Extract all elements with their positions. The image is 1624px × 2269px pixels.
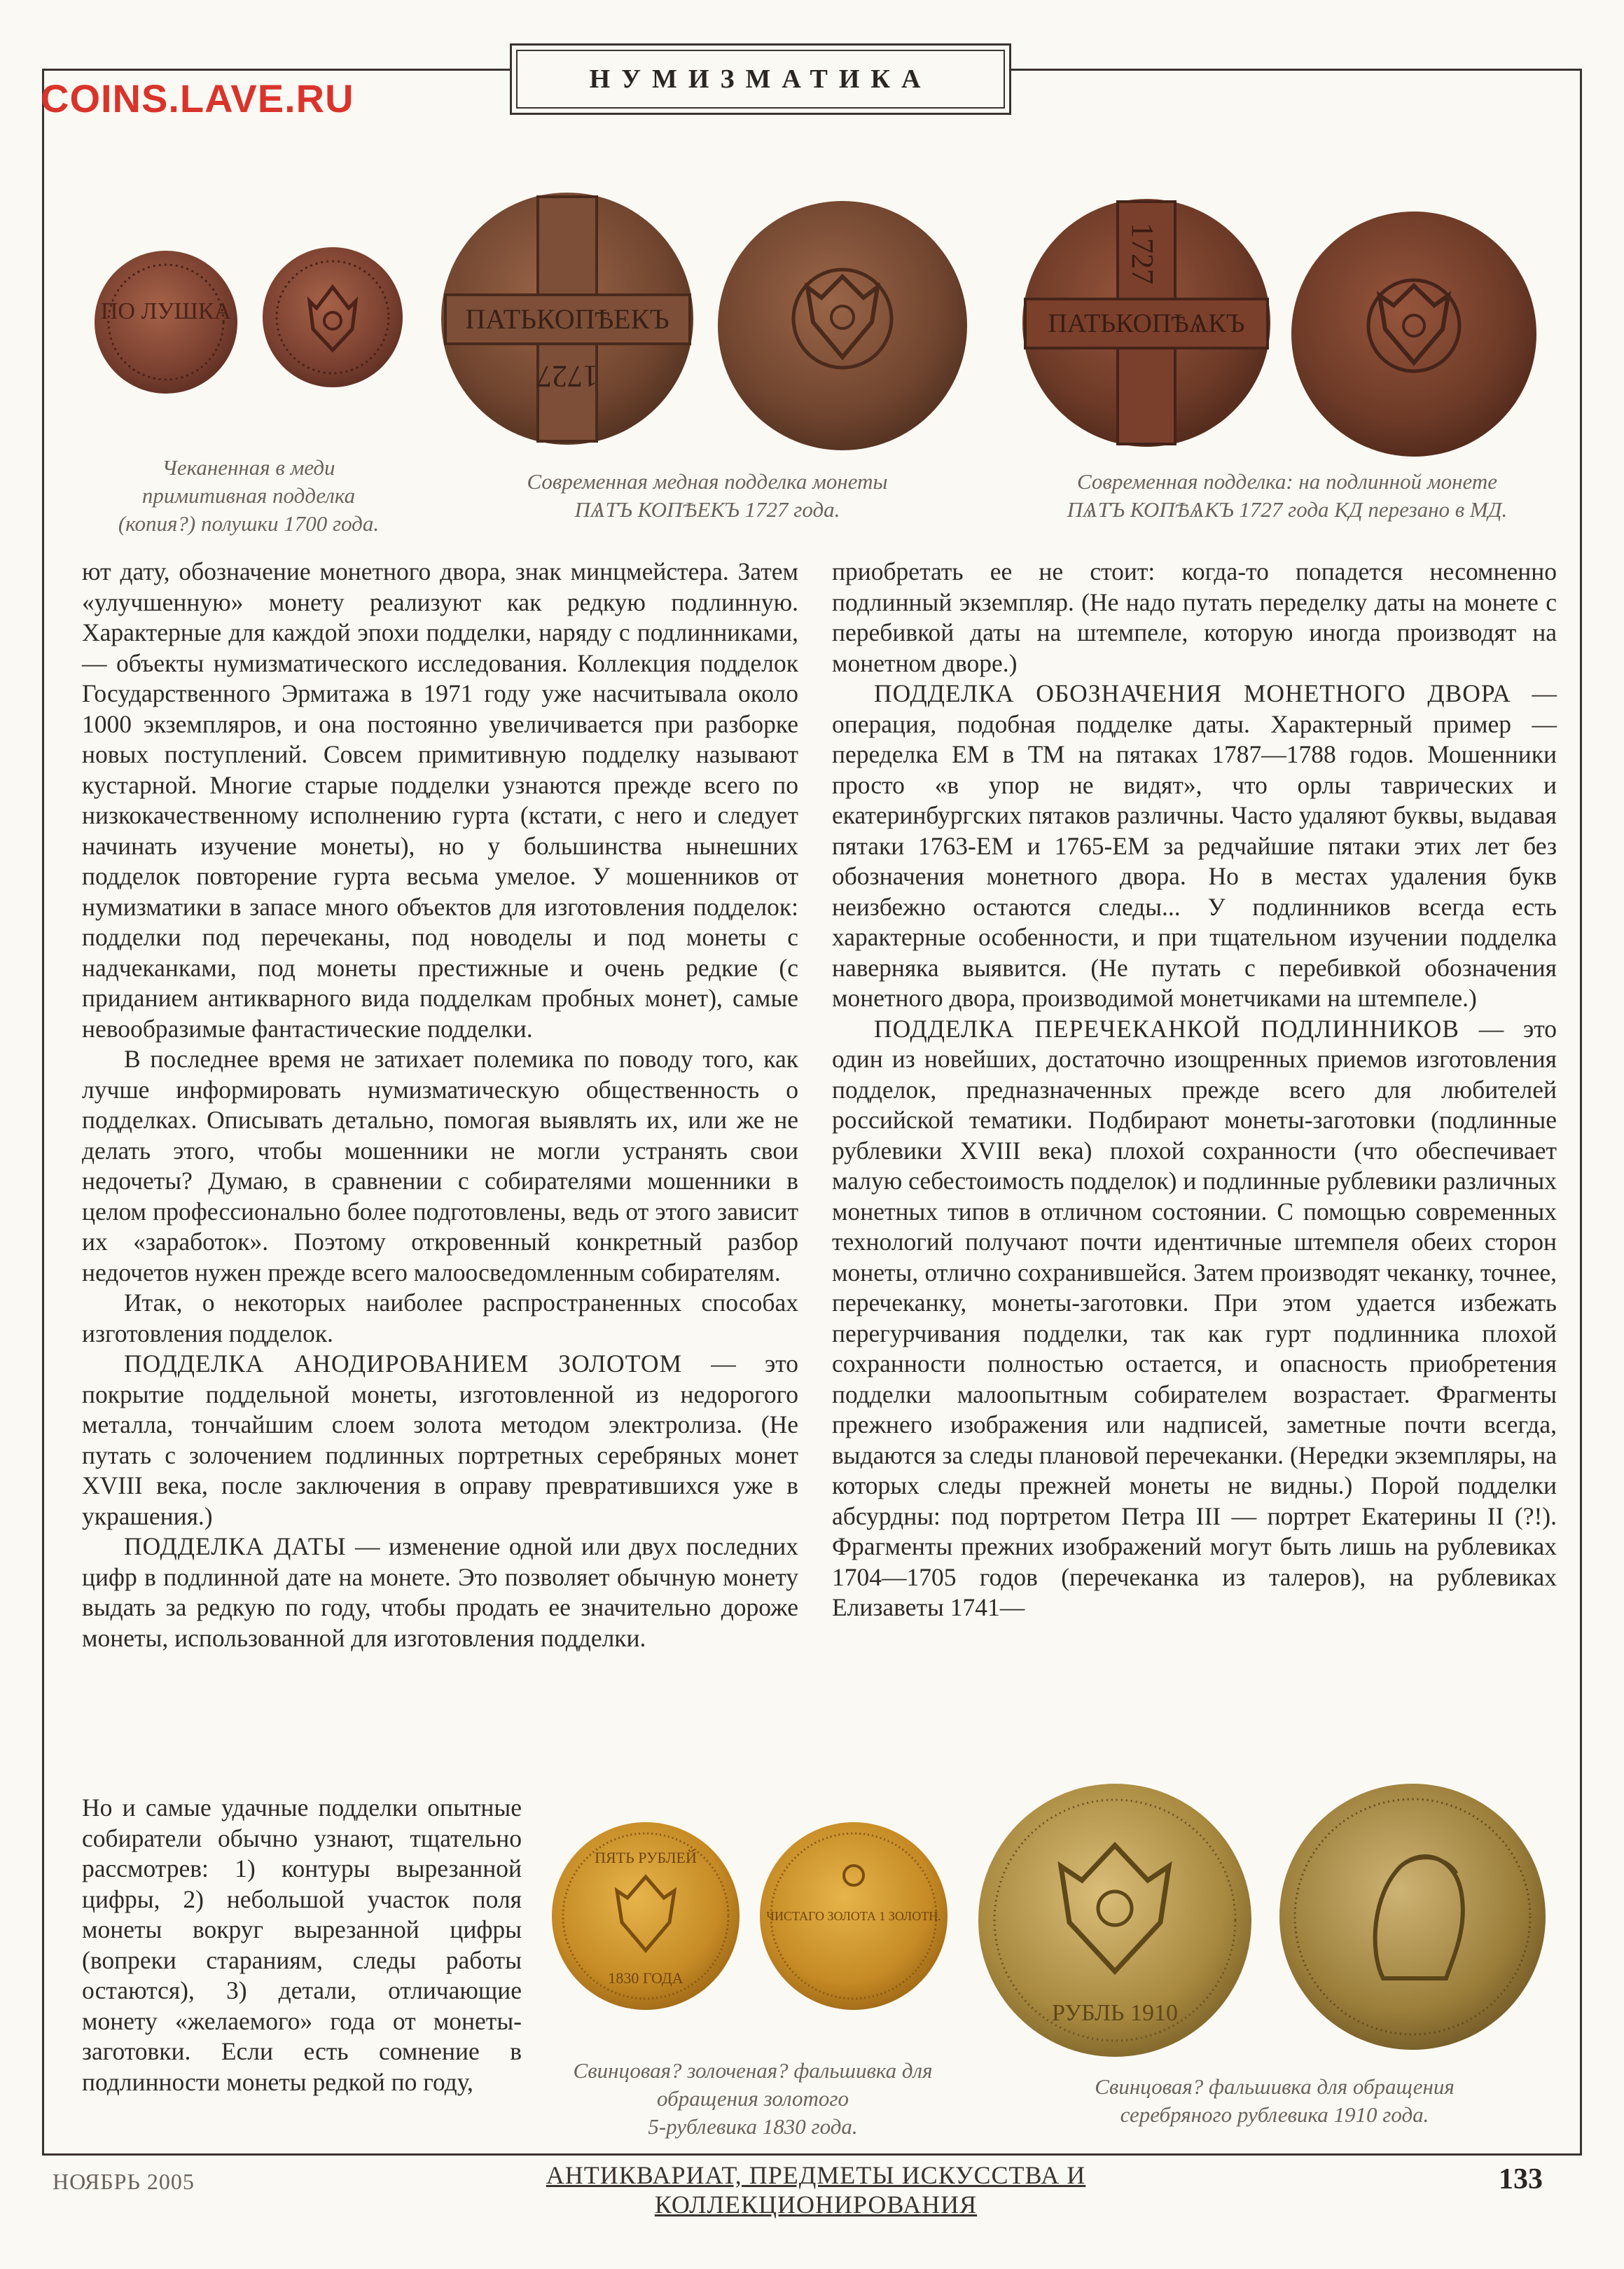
caption-forgery-1727 (476, 468, 938, 524)
caption-line: Современная подделка: на подлинной монете (1076, 469, 1498, 494)
caption-line: Чеканенная в меди (162, 455, 335, 480)
caption-line: ПѦТЪ КОПѢЕКЪ 1727 года. (574, 497, 840, 522)
page-frame-left (42, 69, 44, 2156)
caption-line: обращения золотого (657, 2086, 849, 2111)
paragraph: Итак, о некоторых наиболее распространенных способах изготовления подделок. (82, 1289, 798, 1347)
coin-legend-piat-kopeek-2: ПАТЬКОПѢѦКЪ (1048, 309, 1245, 338)
coin-5-rubles-1830-obverse (550, 1821, 741, 2011)
paragraph (82, 1349, 798, 1532)
caption-ruble-1910 (1029, 2073, 1520, 2129)
caption-polushka (84, 454, 413, 538)
caption-line: серебряного рублевика 1910 года. (1120, 2102, 1429, 2127)
coin-polushka-reverse (261, 245, 405, 389)
footer-issue-date: НОЯБРЬ 2005 (53, 2169, 195, 2194)
caption-line: (копия?) полушки 1700 года. (118, 511, 380, 536)
coin-ruble-1910-reverse (977, 1782, 1254, 2059)
paragraph-body: — это один из новейших, достаточно изощренных приемов изготовления подделок, предназначенных прежде всего для любителей российской тематики. Подбирают монеты-заготовки (подлинные рублевики XVIII века) плохой сохранности (что обеспечивает малую себестоимость подделок) и подлинные рублевики различных монетных типов в отличном состоянии. С помощью современных технологий получают почти идентичные штемпеля обеих сторон монеты, отлично сохранившейся. Затем производят чеканку, точнее, перечеканку, монеты-заготовки. При этом удается избежать перегурчивания подделки, так как гурт подлинника плохой сохранности полностью остается, и опасность приобретения подделки малоопытным собирателем возрастает. Фрагменты прежнего изображения или надписей, заметные почти всегда, выдаются за следы плановой перечеканки. (Нередки экземпляры, на которых следы прежней монеты не видны.) Порой подделки абсурдны: под портретом Петра III — портрет Екатерины II (?!). Фрагменты прежних изображений могут быть лишь на рублевиках 1704—1705 годов (перечеканка из талеров), на рублевиках Елизаветы 1741— (832, 1014, 1557, 1621)
caption-line: ПѦТЪ КОПѢѦКЪ 1727 года КД перезано в МД. (1067, 497, 1508, 522)
paragraph-body: — это покрытие поддельной монеты, изготовленной из недорогого металла, тончайшим слоем золота методом электролиза. (Не путать с золочением подлинных портретных серебряных монет XVIII века, после заключения в оправу превратившихся уже в украшения.) (82, 1349, 798, 1530)
coin-5-kopeks-1727-altered-reverse (1290, 210, 1539, 459)
caption-line: Свинцовая? фальшивка для обращения (1095, 2074, 1455, 2099)
caption-line: примитивная подделка (141, 483, 356, 508)
caption-line: 5-рублевика 1830 года. (648, 2114, 858, 2139)
coin-5-kopeks-1727-altered-obverse (1021, 197, 1272, 448)
coin-polushka-obverse (92, 249, 240, 396)
paragraph-heading: ПОДДЕЛКА АНОДИРОВАНИЕМ ЗОЛОТОМ (124, 1349, 683, 1378)
page-frame-bottom (42, 2153, 1582, 2156)
paragraph: приобретать ее не стоит: когда-то попадется несомненно подлинный экземпляр. (Не надо путать переделку даты на монете с перебивкой даты на штемпеле, которую иногда производят на монетном дворе.) (832, 557, 1557, 677)
left-column-tail (82, 1793, 522, 2097)
coin-5-kopeks-1727-forgery-reverse (716, 200, 969, 452)
paragraph-body: — операция, подобная подделке даты. Характерный пример — переделка ЕМ в ТМ на пятаках 1787—1788 годов. Мошенники просто «в упор не видят», что орлы таврических и екатеринбургских пятаков различны. Часто удаляют буквы, выдавая пятаки 1763-ЕМ и 1765-ЕМ за редчайшие пятаки этих лет без обозначения монетного двора. Но в местах удаления букв неизбежно остаются следы... У подлинников всегда есть характерные особенности, и при тщательном изучении подделка наверняка выявится. (Не путать с перебивкой обозначения монетного двора, производимой монетчиками на штемпеле.) (832, 679, 1557, 1012)
watermark: COINS.LAVE.RU (41, 76, 354, 120)
coin-legend-5-rubles: ПЯТЬ РУБЛЕЙ (595, 1849, 697, 1866)
coin-5-kopeks-1727-forgery-obverse (440, 191, 695, 447)
paragraph: ют дату, обозначение монетного двора, знак минцмейстера. Затем «улучшенную» монету реализуют как редкую подлинную. Характерные для каждой эпохи подделки, наряду с подлинниками, — объекты нумизматического исследования. Коллекция подделок Государственного Эрмитажа в 1971 году уже насчитывала около 1000 экземпляров, и она постоянно увеличивается при разборке новых поступлений. Совсем примитивную подделку называют кустарной. Многие старые подделки узнаются прежде всего по низкокачественному исполнению гурта (кстати, с него и следует начинать изучение монеты), но у большинства нынешних подделок повторение гурта весьма умелое. У мошенников от нумизматики в запасе много объектов для изготовления подделок: подделки под перечеканы, под новоделы и под монеты с надчеканками, под монеты престижные и очень редкие (с приданием антикварного вида подделкам пробных монет), самые невообразимые фантастические подделки. (82, 557, 798, 1043)
page-frame-right (1580, 69, 1582, 2156)
coin-ruble-1910-obverse (1278, 1782, 1548, 2052)
paragraph-heading: ПОДДЕЛКА ОБОЗНАЧЕНИЯ МОНЕТНОГО ДВОРА (874, 679, 1511, 707)
paragraph (832, 679, 1557, 1014)
coin-legend-1910: РУБЛЬ 1910 (1052, 2000, 1178, 2026)
caption-line: Современная медная подделка монеты (527, 469, 888, 494)
caption-line: Свинцовая? золоченая? фальшивка для (573, 2058, 933, 2083)
paragraph-heading: ПОДДЕЛКА ПЕРЕЧЕКАНКОЙ ПОДЛИННИКОВ (874, 1014, 1459, 1043)
paragraph (82, 1532, 798, 1653)
section-title: НУМИЗМАТИКА (589, 64, 932, 94)
paragraph (832, 1014, 1557, 1623)
footer-magazine-title: АНТИКВАРИАТ, ПРЕДМЕТЫ ИСКУССТВА И КОЛЛЕКЦИОНИРОВАНИЯ (546, 2161, 1086, 2219)
caption-5-rubles-1830 (539, 2057, 966, 2141)
coin-legend-year: 1727 (536, 359, 598, 394)
coin-5-rubles-1830-reverse (758, 1821, 949, 2011)
paragraph: В последнее время не затихает полемика по поводу того, как лучше информировать нумизматическую общественность о подделках. Описывать детально, помогая выявлять их, или же не делать этого, чтобы мошенники не могли устранять свои недочеты? Думаю, в сравнении с собирателями мошенники в целом профессионально более подготовлены, ведь от этого зависит их «заработок». Поэтому откровенный конкретный разбор недочетов нужен прежде всего малоосведомленным собирателям. (82, 1045, 798, 1286)
coin-legend-year-2: 1727 (1125, 223, 1160, 284)
left-column (82, 557, 798, 1653)
section-header (510, 43, 1011, 115)
paragraph: Но и самые удачные подделки опытные собиратели обычно узнают, тщательно рассмотрев: 1) контуры вырезанной цифры, 2) небольшой участок поля монеты вокруг вырезанной цифры (вопреки стараниям, следы работы остаются), 3) детали, отличающие монету «желаемого» года от монеты-заготовки. Если есть сомнение в подлинности монеты редкой по году, (82, 1793, 522, 2096)
coin-legend-polushka: ПО ЛУШКА (100, 298, 232, 324)
coin-legend-5-rubles-reverse: ЧИСТАГО ЗОЛОТА 1 ЗОЛОТН. (766, 1909, 941, 1923)
paragraph-heading: ПОДДЕЛКА ДАТЫ (124, 1532, 347, 1560)
coin-legend-1830: 1830 ГОДА (608, 1969, 683, 1987)
paragraph-body: — изменение одной или двух последних цифр в подлинной дате на монете. Это позволяет обычную монету выдать за редкую по году, чтобы продать ее значительно дороже монеты, использованной для изготовления подделки. (82, 1532, 799, 1652)
page-number: 133 (1499, 2163, 1543, 2195)
caption-altered-1727 (1007, 468, 1567, 524)
coin-legend-piat-kopeek: ПАТЬКОПѢЕКЪ (465, 303, 669, 335)
right-column (832, 557, 1557, 1623)
